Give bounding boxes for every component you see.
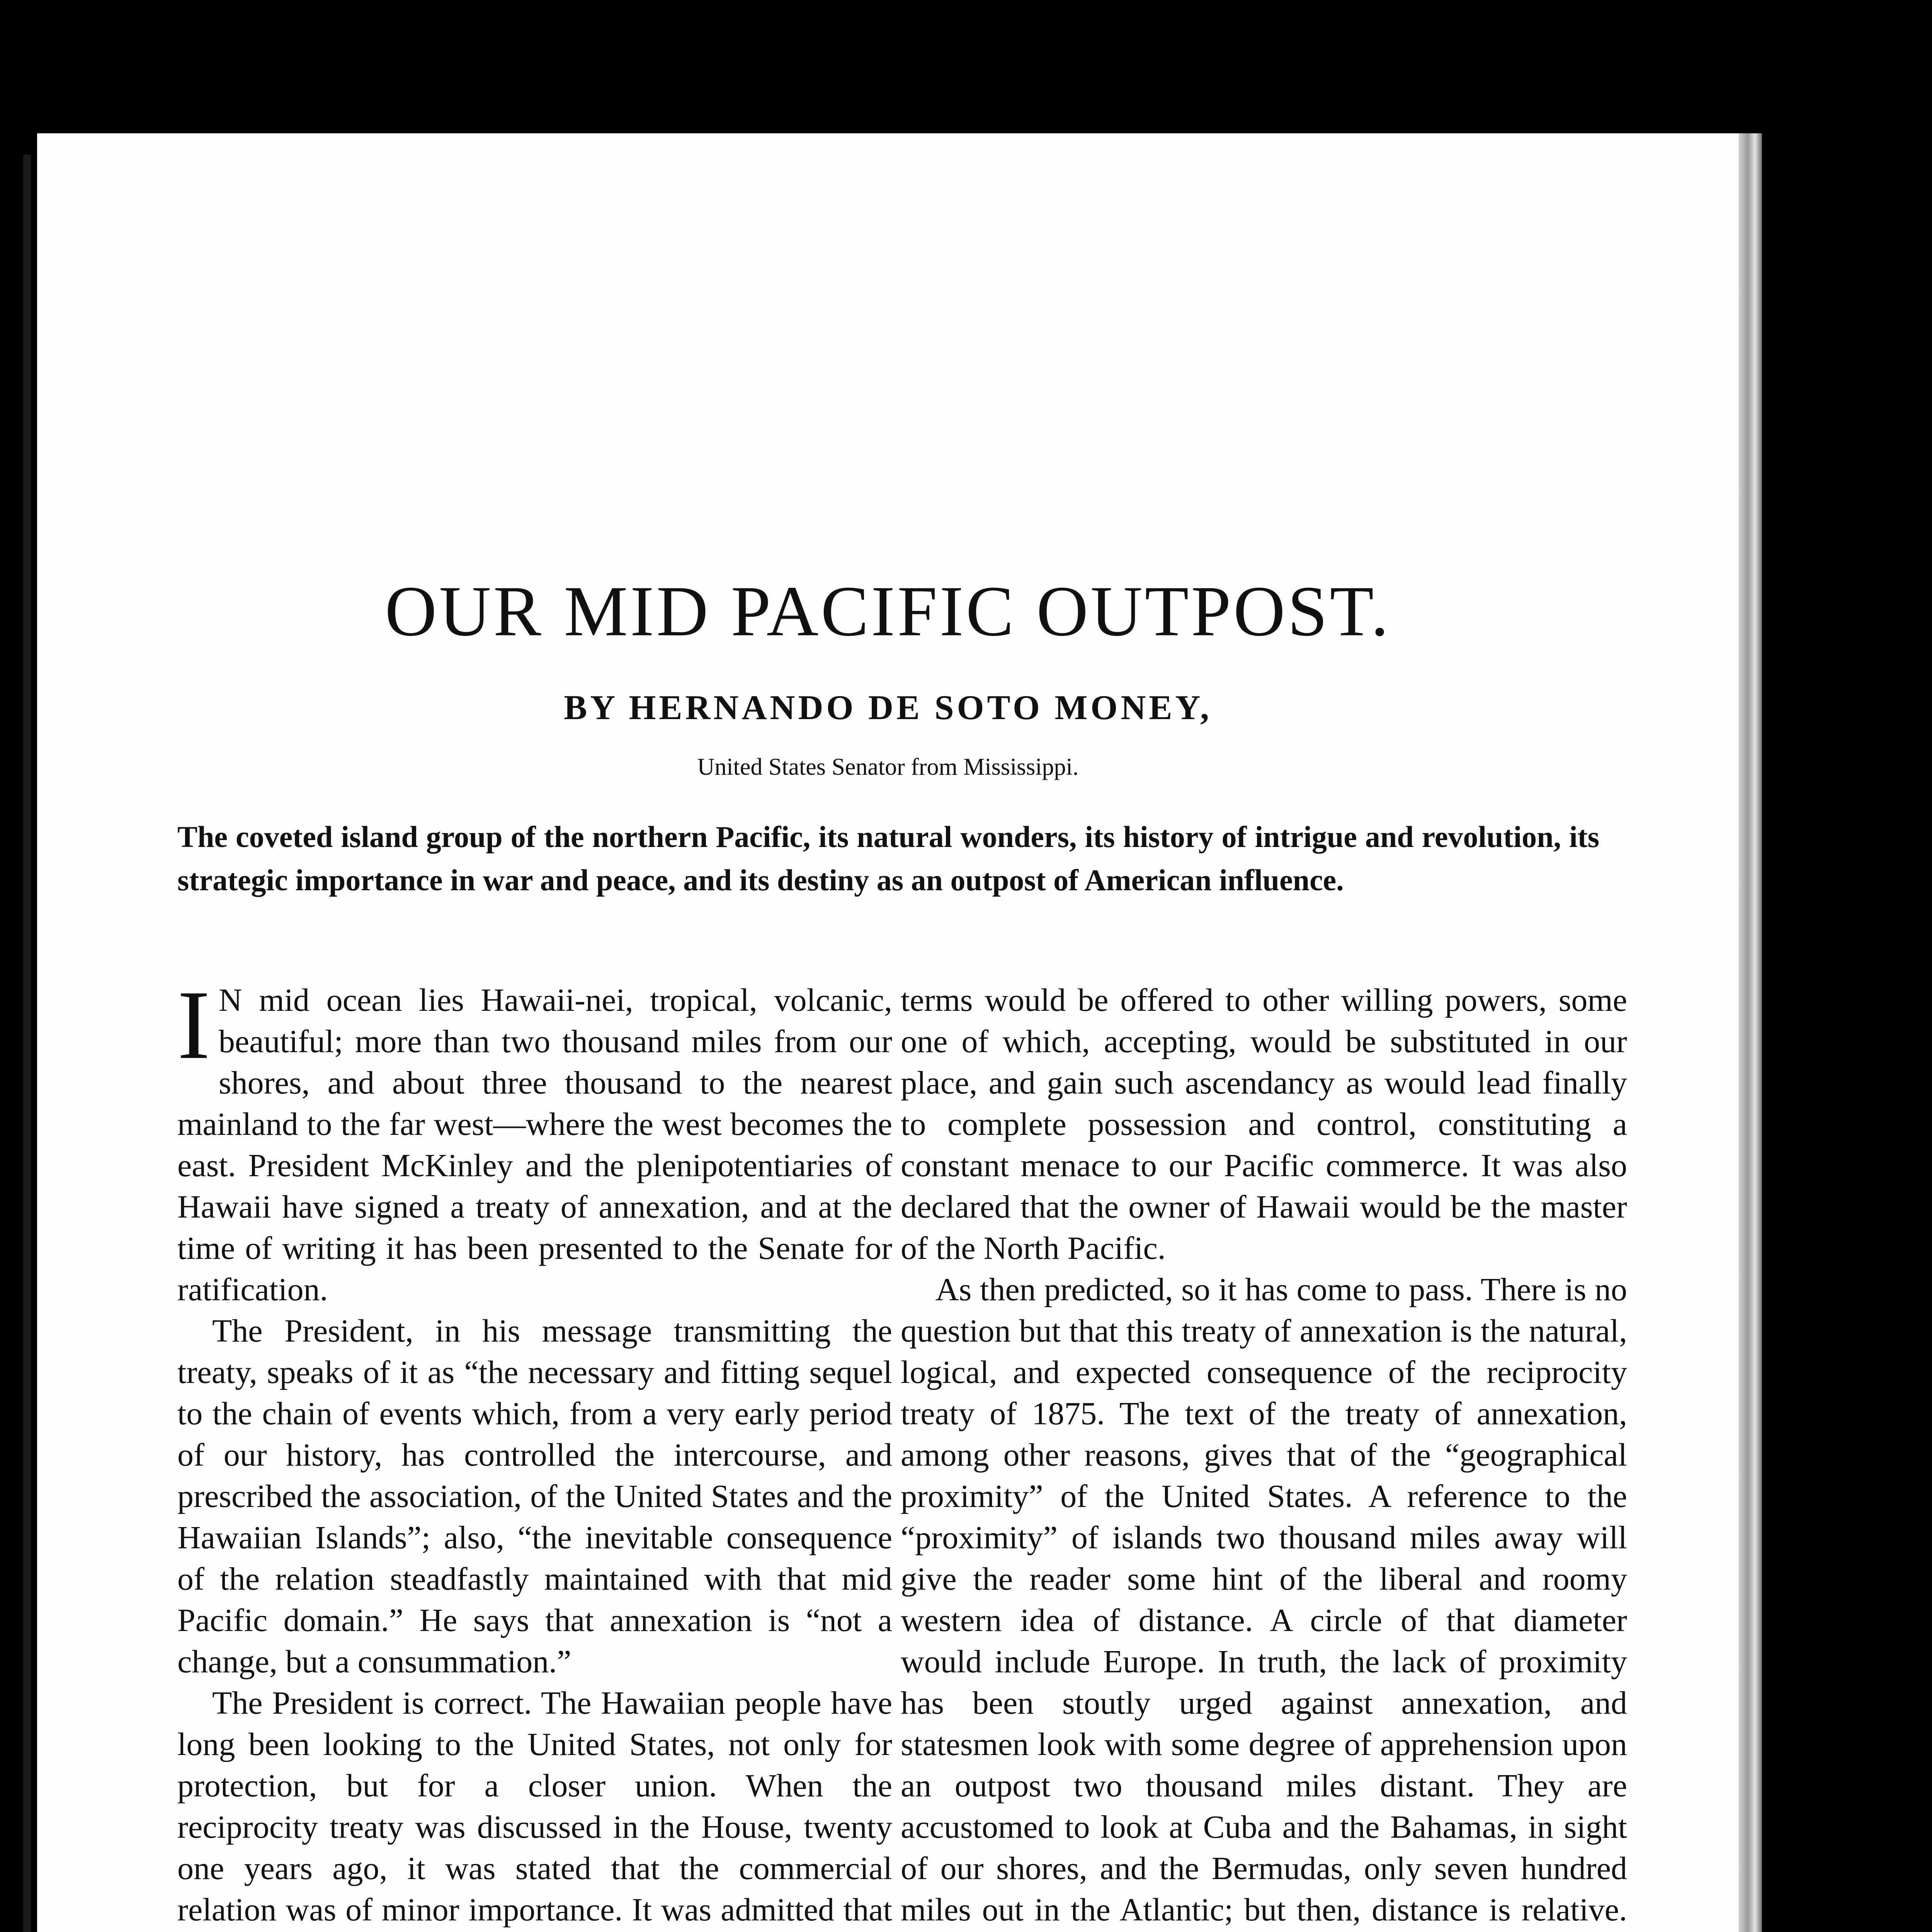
page-edge bbox=[1739, 133, 1762, 1932]
paragraph: The President is correct. The Hawaiian people have long been looking to the United States, not only for protection, but for a closer union. When the reciprocity treaty was discussed in the House, twenty one years ago, it was stated that the commercial relation was of minor importance. It was admitted that bbox=[177, 1685, 892, 1928]
paragraph: As then predicted, so it has come to pass. There is no question but that this treaty of annexation is the natural, logical, and expected consequence of the reciprocity treaty of 1875. The text of the treaty of annexation, among other reasons, gives that of the “geographical proximity” of the United States. A reference to the “proximity” of islands two thousand miles away will give the reader some hint of the liberal and roomy western idea of distance. A circle of that diameter would include Europe. In truth, the lack of proximity has been stoutly urged against annexation, and statesmen look with some degree of apprehension upon an outpost two thousand miles distant. They are accustomed to look at Cuba and the Bahamas, in sight of our shores, and the Bermudas, only seven hundred miles out in the Atlantic; but then, distance is relative. bbox=[901, 1272, 1627, 1928]
column-right bbox=[901, 980, 1627, 1932]
left-spine bbox=[23, 155, 31, 1932]
author-affiliation: United States Senator from Mississippi. bbox=[697, 754, 1079, 780]
paragraph bbox=[177, 971, 892, 1310]
article-title: OUR MID PACIFIC OUTPOST. bbox=[385, 571, 1391, 651]
column-left bbox=[177, 971, 892, 1932]
article-abstract: The coveted island group of the northern Pacific, its natural wonders, its history of intrigue and revolution, its strategic importance in war and peace, and its destiny as an outpost of American influence. bbox=[177, 820, 1599, 897]
magazine-page bbox=[37, 133, 1739, 1932]
paragraph: terms would be offered to other willing powers, some one of which, accepting, would be substituted in our place, and gain such ascendancy as would lead finally to complete possession and control, constituting a constant menace to our Pacific commerce. It was also declared that the owner of Hawaii would be the master of the North Pacific. bbox=[901, 982, 1627, 1266]
article-byline: BY HERNANDO DE SOTO MONEY, bbox=[564, 689, 1212, 727]
paragraph: The President, in his message transmitting the treaty, speaks of it as “the necessary and fitting sequel to the chain of events which, from a very early period of our history, has controlled the intercourse, and prescribed the association, of the United States and the Hawaiian Islands”; also, “the inevitable consequence of the relation steadfastly maintained with that mid Pacific domain.” He says that annexation is “not a change, but a consummation.” bbox=[177, 1313, 892, 1680]
drop-cap: I bbox=[177, 971, 210, 1080]
paragraph-text: N mid ocean lies Hawaii-nei, tropical, volcanic, beautiful; more than two thousand miles from our shores, and about three thousand to the nearest mainland to the far west—where the west becomes the east. President McKinley and the plenipotentiaries of Hawaii have signed a treaty of annexation, and at the time of writing it has been presented to the Senate for ratification. bbox=[177, 982, 892, 1308]
